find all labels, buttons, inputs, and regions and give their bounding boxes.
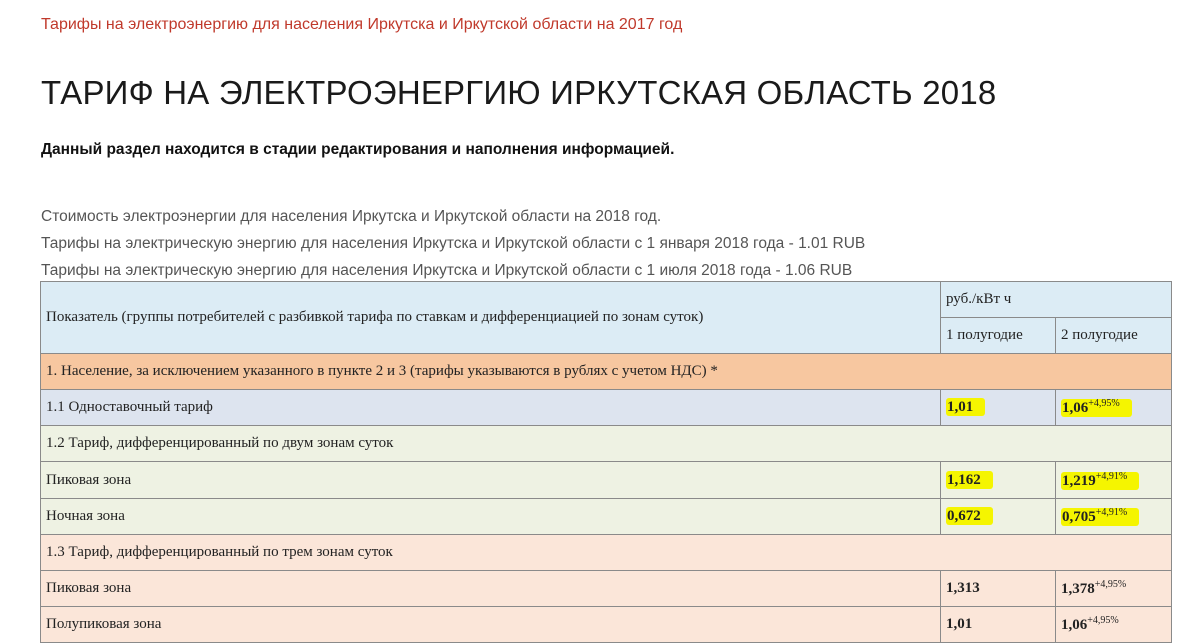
first-half-value: 1,01 [941,607,1056,643]
page-title: ТАРИФ НА ЭЛЕКТРОЭНЕРГИЮ ИРКУТСКАЯ ОБЛАСТЬ 2018 [41,74,997,111]
subsection-title: 1.3 Тариф, дифференцированный по трем зонам суток [41,535,1172,571]
table-row [41,571,1172,607]
second-half-value: $1,219^{+4,91\%}$ [1056,462,1172,499]
table-subsection-row [41,426,1172,462]
section-title: 1. Население, за исключением указанного в пункте 2 и 3 (тарифы указываются в рублях с учетом НДС) * [41,354,1172,390]
editing-notice: Данный раздел находится в стадии редактирования и наполнения информацией. [41,141,675,158]
info-lines [41,203,865,284]
row-label: Ночная зона [41,499,941,535]
change-percent: +4,95% [1088,398,1120,409]
change-percent: +4,95% [1087,615,1119,626]
info-line: Стоимость электроэнергии для населения Иркутска и Иркутской области на 2018 год. [41,208,662,225]
change-percent: +4,95% [1094,579,1127,590]
second-half-value: $1,06^{+4,95\%}$ [1056,390,1172,426]
second-half-value: $1,378^{+4,95\%}$ [1056,571,1172,607]
header-unit: руб./кВт ч [941,282,1172,318]
table-header-row [41,282,1172,318]
change-percent: +4,91% [1095,470,1128,482]
header-second-half: 2 полугодие [1056,318,1172,354]
first-half-value: 1,01 [941,390,1056,426]
row-label: Пиковая зона [41,571,941,607]
table-row [41,499,1172,535]
table-section-row [41,354,1172,390]
change-percent: +4,91% [1095,507,1128,518]
related-article-link[interactable]: Тарифы на электроэнергию для населения Иркутска и Иркутской области на 2017 год [41,16,683,33]
table-row [41,390,1172,426]
second-half-value: $1,06^{+4,95\%}$ [1056,607,1172,643]
second-half-value: $0,705^{+4,91\%}$ [1056,499,1172,535]
subsection-title: 1.2 Тариф, дифференцированный по двум зонам суток [41,426,1172,462]
info-line: Тарифы на электрическую энергию для населения Иркутска и Иркутской области с 1 января 2018 года - 1.01 RUB [41,235,866,252]
header-indicator: Показатель (группы потребителей с разбивкой тарифа по ставкам и дифференциацией по зонам суток) [41,282,941,354]
table-subsection-row [41,535,1172,571]
first-half-value: 1,162 [941,462,1056,499]
tariff-table [40,281,1172,643]
first-half-value: 0,672 [941,499,1056,535]
table-row [41,462,1172,499]
table-row [41,607,1172,643]
row-label: 1.1 Одноставочный тариф [41,390,941,426]
row-label: Полупиковая зона [41,607,941,643]
info-line: Тарифы на электрическую энергию для населения Иркутска и Иркутской области с 1 июля 2018 года - 1.06 RUB [41,262,853,279]
row-label: Пиковая зона [41,462,941,499]
first-half-value: 1,313 [941,571,1056,607]
header-first-half: 1 полугодие [941,318,1056,354]
